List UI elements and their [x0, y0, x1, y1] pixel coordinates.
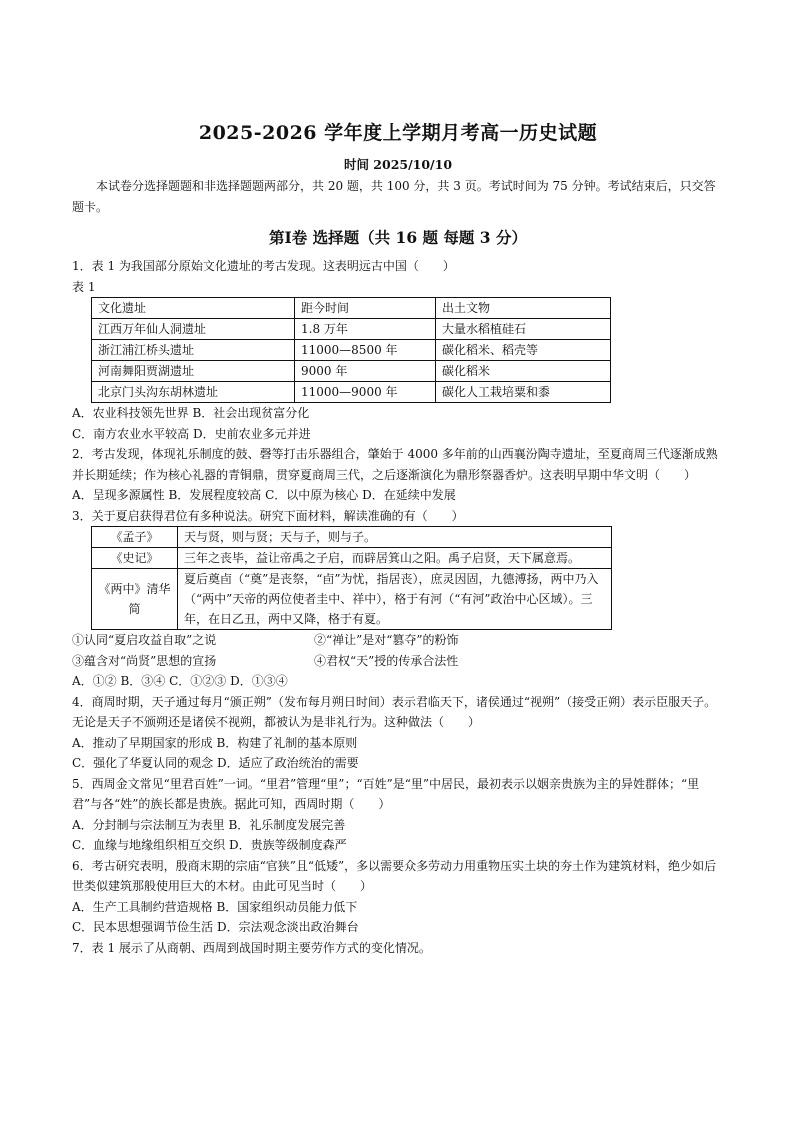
- table-row: [92, 527, 612, 548]
- section-heading: 第Ⅰ卷 选择题（共 16 题 每题 3 分）: [269, 228, 527, 247]
- statement: ②“禅让”是对“篡夺”的粉饰: [314, 633, 459, 647]
- source-material-table: [91, 526, 612, 630]
- table-header-row: [92, 298, 611, 319]
- table-row: [92, 340, 611, 361]
- question-stem: 5．西周金文常见“里君百姓”一词。“里君”管理“里”；“百姓”是“里”中居民，最初表示以姻亲贵族为主的异姓群体；“里君”与各“姓”的族长都是贵族。据此可知，西周时期（ ）: [72, 776, 700, 811]
- table-row: [92, 569, 612, 630]
- statement: ①认同“夏启攻益自取”之说: [72, 633, 217, 647]
- table-cell: 碳化稻米、稻壳等: [436, 340, 611, 361]
- table-cell: 碳化稻米: [436, 361, 611, 382]
- exam-content: [72, 120, 724, 958]
- question-5: [72, 774, 724, 856]
- table-row: [92, 548, 612, 569]
- table-cell: 碳化人工栽培粟和黍: [436, 382, 611, 403]
- question-stem: 2．考古发现，体现礼乐制度的鼓、磬等打击乐器组合，肇始于 4000 多年前的山西襄汾陶寺遗址，至夏商周三代逐渐成熟并长期延续；作为核心礼器的青铜鼎，贯穿夏商周三代，之后逐渐演化为鼎形祭器香炉。这表明早期中华文明（ ）: [72, 447, 718, 482]
- statement-row: [72, 651, 724, 672]
- table-header-cell: 出土文物: [436, 298, 611, 319]
- table-cell: 浙江浦江桥头遗址: [92, 340, 295, 361]
- question-stem: 7．表 1 展示了从商朝、西周到战国时期主要劳作方式的变化情况。: [72, 940, 431, 955]
- table-row: [92, 382, 611, 403]
- answer-options: A．分封制与宗法制互为表里 B．礼乐制度发展完善: [72, 817, 346, 832]
- table-row: [92, 319, 611, 340]
- statement: ③蕴含对“尚贤”思想的宣扬: [72, 653, 217, 668]
- answer-options: A．生产工具制约营造规格 B．国家组织动员能力低下: [72, 899, 358, 914]
- table-header-cell: 文化遗址: [92, 298, 295, 319]
- exam-title: 2025-2026 学年度上学期月考高一历史试题: [198, 122, 598, 144]
- exam-intro: 本试卷分选择题题和非选择题题两部分，共 20 题，共 100 分，共 3 页。考试时间为 75 分钟。考试结束后，只交答题卡。: [72, 179, 716, 214]
- question-1: [72, 256, 724, 444]
- question-6: [72, 856, 724, 938]
- table-cell: 9000 年: [295, 361, 436, 382]
- answer-options: C．南方农业水平较高 D．史前农业多元并进: [72, 426, 311, 441]
- table-row: [92, 361, 611, 382]
- table-cell: 1.8 万年: [295, 319, 436, 340]
- question-stem: 1．表 1 为我国部分原始文化遗址的考古发现。这表明远古中国（ ）: [72, 259, 455, 273]
- table-label: 表 1: [72, 279, 96, 294]
- source-name: 《史记》: [92, 548, 178, 569]
- exam-time: 时间 2025/10/10: [343, 157, 453, 172]
- statement-row: [72, 630, 724, 651]
- table-cell: 河南舞阳贾湖遗址: [92, 361, 295, 382]
- source-text: 夏后奠卣（“奠”是丧祭，“卣”为忧，指居丧），庶灵因固，九德溥扬，两中乃入（“两中”天帝的两位使者圭中、祥中），格于有河（“有河”政治中心区域）。三年，在日乙丑，两中又降，格于有夏。: [178, 569, 612, 630]
- answer-options: A．农业科技领先世界 B．社会出现贫富分化: [72, 406, 310, 420]
- question-stem: 6．考古研究表明，殷商末期的宗庙“官狭”且“低矮”，多以需要众多劳动力用重物压实土块的夯土作为建筑材料，绝少如后世类似建筑那般使用巨大的木材。由此可见当时（ ）: [72, 858, 717, 893]
- statement: ④君权“天”授的传承合法性: [314, 653, 459, 668]
- question-4: [72, 692, 724, 774]
- source-name: 《两中》清华简: [92, 569, 178, 630]
- source-name: 《孟子》: [92, 527, 178, 548]
- archaeology-table: [91, 297, 611, 403]
- question-stem: 4．商周时期，天子通过每月“颁正朔”（发布每月朔日时间）表示君临天下，诸侯通过“视朔”（接受正朔）表示臣服天子。无论是天子不颁朔还是诸侯不视朔，都被认为是非礼行为。这种做法（ ）: [72, 694, 717, 729]
- table-cell: 11000—9000 年: [295, 382, 436, 403]
- question-stem: 3．关于夏启获得君位有多种说法。研究下面材料，解读准确的有（ ）: [72, 508, 464, 523]
- table-header-cell: 距今时间: [295, 298, 436, 319]
- answer-options: C．血缘与地缘组织相互交织 D．贵族等级制度森严: [72, 838, 347, 852]
- question-3: [72, 506, 724, 692]
- table-cell: 大量水稻植硅石: [436, 319, 611, 340]
- table-cell: 北京门头沟东胡林遗址: [92, 382, 295, 403]
- answer-options: A．呈现多源属性 B．发展程度较高 C．以中原为核心 D．在延续中发展: [72, 488, 456, 502]
- source-text: 三年之丧毕，益让帝禹之子启，而辟居箕山之阳。禹子启贤，天下属意焉。: [178, 548, 612, 569]
- question-7: [72, 938, 724, 959]
- answer-options: A．推动了早期国家的形成 B．构建了礼制的基本原则: [72, 735, 358, 750]
- answer-options: C．民本思想强调节俭生活 D．宗法观念淡出政治舞台: [72, 920, 359, 934]
- question-2: [72, 444, 724, 506]
- answer-options: A．①② B．③④ C．①②③ D．①③④: [72, 674, 288, 688]
- source-text: 天与贤，则与贤；天与子，则与子。: [178, 527, 612, 548]
- answer-options: C．强化了华夏认同的观念 D．适应了政治统治的需要: [72, 756, 359, 770]
- table-cell: 11000—8500 年: [295, 340, 436, 361]
- table-cell: 江西万年仙人洞遗址: [92, 319, 295, 340]
